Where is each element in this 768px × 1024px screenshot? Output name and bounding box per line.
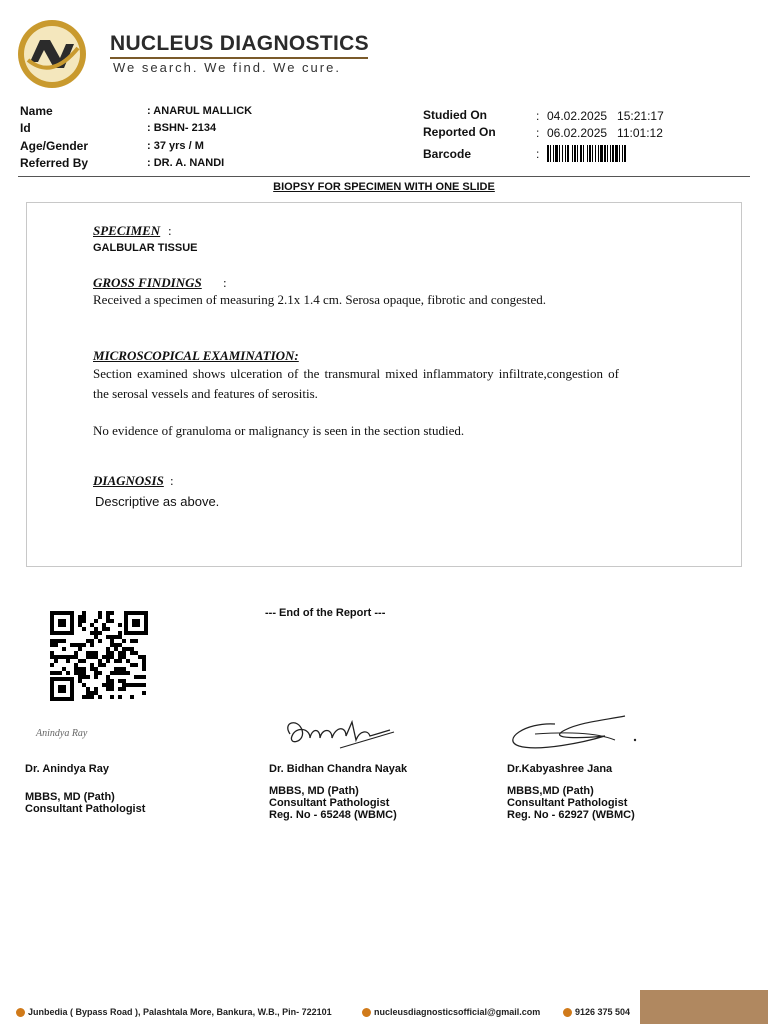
doctor-3-reg: Reg. No - 62927 (WBMC)	[507, 809, 635, 821]
signature-bidhan-chandra-nayak	[280, 712, 400, 754]
diagnosis-text: Descriptive as above.	[95, 494, 220, 509]
reported-on-label: Reported On	[423, 125, 496, 139]
location-pin-icon	[16, 1008, 25, 1017]
barcode-label: Barcode	[423, 147, 472, 161]
svg-text:Anindya Ray: Anindya Ray	[36, 728, 88, 739]
barcode-colon: :	[536, 147, 540, 161]
email-icon	[362, 1008, 371, 1017]
specimen-value: GALBULAR TISSUE	[93, 242, 198, 254]
doctor-2-role: Consultant Pathologist	[269, 797, 390, 809]
header-divider	[18, 176, 750, 177]
footer-phone-text[interactable]: 9126 375 504	[575, 1007, 631, 1017]
studied-on-label: Studied On	[423, 108, 487, 122]
gross-findings-colon: :	[223, 275, 227, 290]
nucleus-logo-icon	[16, 18, 88, 90]
studied-on-colon: :	[536, 109, 540, 123]
specimen-colon: :	[168, 223, 172, 238]
referred-by-label: Referred By	[20, 156, 89, 170]
phone-icon	[563, 1008, 572, 1017]
signature-kabyashree-jana	[505, 710, 645, 754]
doctor-3-name: Dr.Kabyashree Jana	[507, 763, 613, 775]
id-label: Id	[20, 121, 31, 135]
microscopical-text: Section examined shows ulceration of the transmural mixed inflammatory infiltrate,congestion of the serosal vessels and features of serositis.	[93, 366, 619, 401]
doctor-1-degree: MBBS, MD (Path)	[25, 791, 115, 803]
gross-findings-heading: GROSS FINDINGS	[93, 275, 202, 290]
doctor-1-role: Consultant Pathologist	[25, 803, 146, 815]
microscopical-text-2: No evidence of granuloma or malignancy is seen in the section studied.	[93, 423, 465, 438]
reported-on-value: 06.02.2025 11:01:12	[547, 126, 663, 140]
studied-on-value: 04.02.2025 15:21:17	[547, 109, 664, 123]
doctor-2-reg: Reg. No - 65248 (WBMC)	[269, 809, 397, 821]
name-value: : ANARUL MALLICK	[147, 105, 253, 117]
footer-email-text[interactable]: nucleusdiagnosticsofficial@gmail.com	[374, 1007, 541, 1017]
barcode-image	[547, 145, 679, 162]
signature-anindya-ray	[34, 723, 154, 743]
brand-name: NUCLEUS DIAGNOSTICS	[110, 32, 369, 55]
footer-address-text: Junbedia ( Bypass Road ), Palashtala More, Bankura, W.B., Pin- 722101	[28, 1007, 332, 1017]
diagnosis-heading: DIAGNOSIS	[93, 473, 164, 488]
footer-decoration	[640, 990, 768, 1024]
diagnosis-colon: :	[170, 473, 174, 488]
id-value: : BSHN- 2134	[147, 122, 217, 134]
report-title: BIOPSY FOR SPECIMEN WITH ONE SLIDE	[273, 181, 495, 193]
age-gender-label: Age/Gender	[20, 139, 89, 153]
footer-email[interactable]	[362, 1007, 540, 1017]
qr-code-icon	[50, 611, 148, 701]
doctor-1-name: Dr. Anindya Ray	[25, 763, 109, 775]
age-gender-value: : 37 yrs / M	[147, 140, 204, 152]
reported-on-colon: :	[536, 126, 540, 140]
name-label: Name	[20, 104, 53, 118]
doctor-3-role: Consultant Pathologist	[507, 797, 628, 809]
doctor-3-degree: MBBS,MD (Path)	[507, 785, 594, 797]
doctor-2-degree: MBBS, MD (Path)	[269, 785, 359, 797]
footer-address	[16, 1007, 332, 1017]
brand-tagline: We search. We find. We cure.	[113, 60, 341, 75]
gross-findings-text: Received a specimen of measuring 2.1x 1.4 cm. Serosa opaque, fibrotic and congested.	[93, 292, 547, 307]
doctor-2-name: Dr. Bidhan Chandra Nayak	[269, 763, 408, 775]
end-of-report: --- End of the Report ---	[265, 607, 386, 619]
brand-underline	[110, 57, 368, 59]
specimen-heading: SPECIMEN	[93, 223, 161, 238]
footer-phone[interactable]	[563, 1007, 630, 1017]
referred-by-value: : DR. A. NANDI	[147, 157, 225, 169]
microscopical-heading: MICROSCOPICAL EXAMINATION:	[93, 348, 299, 363]
